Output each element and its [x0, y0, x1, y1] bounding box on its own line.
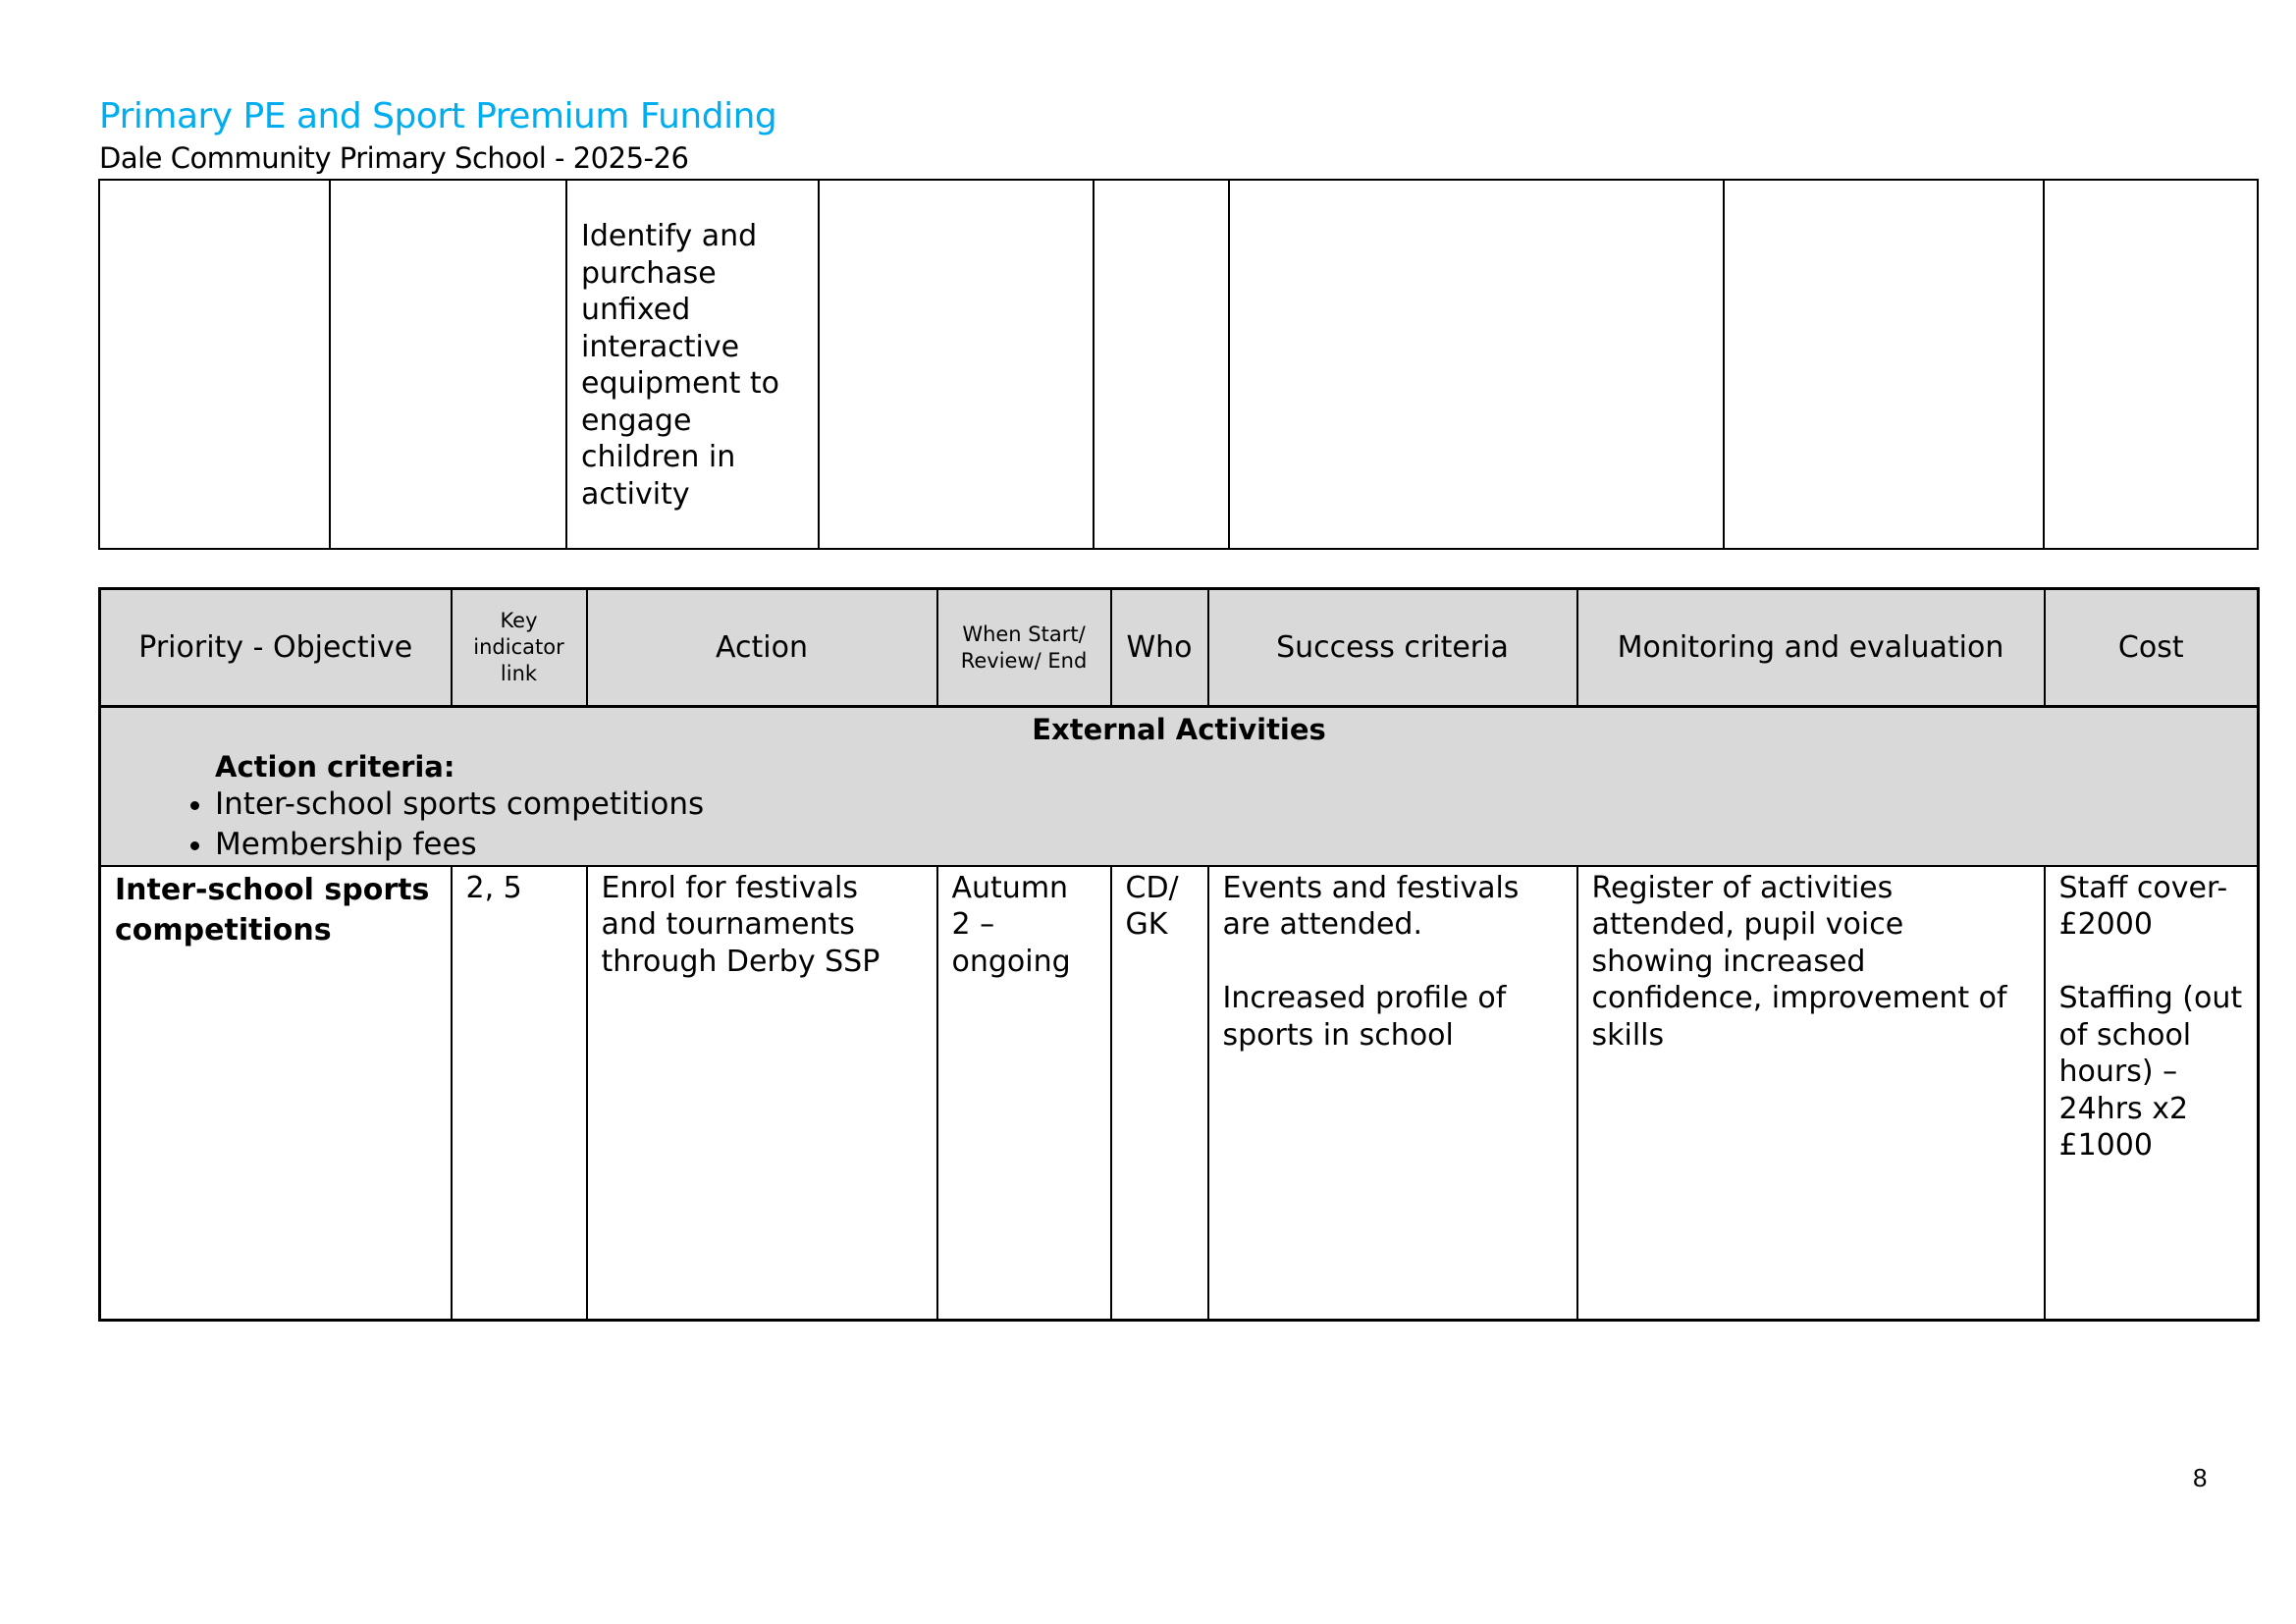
column-header-success: Success criteria [1208, 589, 1577, 707]
document-subtitle: Dale Community Primary School - 2025-26 [99, 141, 689, 175]
table-row [100, 866, 2259, 1321]
success-text: Increased profile of sports in school [1222, 981, 1507, 1053]
document-title: Primary PE and Sport Premium Funding [99, 96, 777, 136]
header-row [100, 589, 2259, 707]
criteria-label: Action criteria: [215, 749, 455, 784]
key-indicator-cell: 2, 5 [452, 866, 587, 1321]
column-header-objective: Priority - Objective [100, 589, 452, 707]
cost-text: Staff cover- £2000 [2058, 870, 2228, 942]
page-number: 8 [2193, 1463, 2208, 1492]
objective-cell: Inter-school sports competitions [100, 866, 452, 1321]
column-header-cost: Cost [2045, 589, 2259, 707]
monitoring-cell: Register of activities attended, pupil voice showing increased confidence, improvement of skills [1577, 866, 2045, 1321]
cost-text: Staffing (out of school hours) – 24hrs x2 £1000 [2058, 981, 2243, 1163]
action-cell: Identify and purchase unfixed interactive equipment to engage children in activity [566, 180, 819, 549]
column-header-monitoring: Monitoring and evaluation [1577, 589, 2045, 707]
list-item: • Membership fees [215, 825, 2257, 865]
who-cell [1094, 180, 1229, 549]
who-cell: CD/ GK [1111, 866, 1208, 1321]
continued-plan-table [98, 179, 2259, 550]
section-row [100, 707, 2259, 866]
column-header-when: When Start/ Review/ End [937, 589, 1111, 707]
cost-cell [2044, 180, 2258, 549]
column-header-action: Action [587, 589, 937, 707]
column-header-key-indicator: Key indicator link [452, 589, 587, 707]
action-cell: Enrol for festivals and tournaments through Derby SSP [587, 866, 937, 1321]
column-header-who: Who [1111, 589, 1208, 707]
success-cell [1229, 180, 1724, 549]
success-text: Events and festivals are attended. [1222, 870, 1520, 942]
objective-cell [99, 180, 330, 549]
when-cell: Autumn 2 –ongoing [937, 866, 1111, 1321]
cost-cell [2045, 866, 2259, 1321]
table-row [99, 180, 2258, 549]
criteria-list [101, 785, 2257, 865]
success-cell [1208, 866, 1577, 1321]
monitoring-cell [1724, 180, 2044, 549]
list-item: • Inter-school sports competitions [215, 785, 2257, 825]
external-activities-table [98, 587, 2260, 1322]
when-cell [819, 180, 1094, 549]
key-indicator-cell [330, 180, 566, 549]
section-cell [100, 707, 2259, 866]
section-title: External Activities [1032, 713, 1326, 746]
